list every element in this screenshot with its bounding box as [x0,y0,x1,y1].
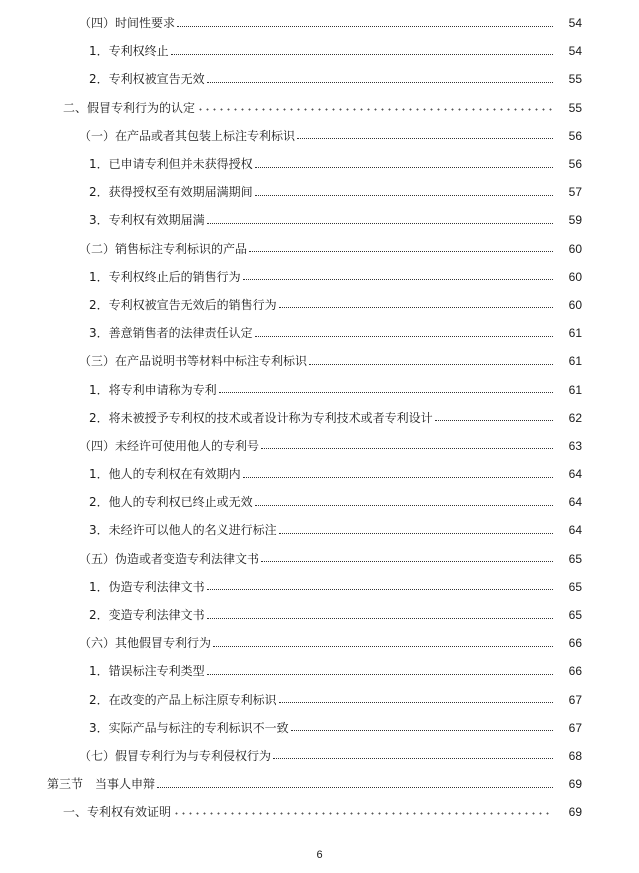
toc-entry[interactable] [0,432,639,460]
toc-entry[interactable] [0,206,639,234]
toc-entry-label: 2．获得授权至有效期届满期间 [89,185,253,200]
toc-entry-label: 1．将专利申请称为专利 [89,382,217,397]
dot-leader [157,775,553,788]
dot-leader [255,493,553,506]
toc-entry[interactable] [0,375,639,403]
toc-entry-page: 67 [568,720,582,735]
toc-entry-label: 3．未经许可以他人的名义进行标注 [89,523,277,538]
toc-entry-page: 60 [568,241,582,256]
toc-entry[interactable] [0,347,639,375]
dot-leader [243,465,553,478]
toc-entry-label: （三）在产品说明书等材料中标注专利标识 [79,354,308,369]
dot-leader [219,380,553,393]
toc-entry-label: （一）在产品或者其包装上标注专利标识 [79,128,296,143]
toc-entry-page: 67 [568,692,582,707]
toc-entry-label: （六）其他假冒专利行为 [79,636,212,651]
toc-entry-page: 60 [568,269,582,284]
toc-entry[interactable] [0,94,639,122]
table-of-contents [0,9,639,826]
toc-entry[interactable] [0,545,639,573]
dot-leader [279,295,553,308]
toc-entry-page: 66 [568,664,582,679]
toc-entry[interactable] [0,657,639,685]
dot-leader [177,14,553,27]
toc-entry[interactable] [0,291,639,319]
toc-entry-label: 1．专利权终止 [89,44,169,59]
toc-entry-page: 59 [568,213,582,228]
toc-entry[interactable] [0,65,639,93]
toc-entry[interactable] [0,686,639,714]
toc-entry-page: 65 [568,551,582,566]
toc-entry[interactable] [0,601,639,629]
toc-entry-page: 55 [568,100,582,115]
toc-entry-label: 1．错误标注专利类型 [89,664,205,679]
toc-entry[interactable] [0,150,639,178]
toc-entry[interactable] [0,798,639,826]
dot-leader [197,99,553,111]
toc-entry[interactable] [0,404,639,432]
toc-entry-label: （四）未经许可使用他人的专利号 [79,438,260,453]
dot-leader [291,718,553,731]
dot-leader [171,42,553,55]
dot-leader [261,436,553,449]
toc-entry[interactable] [0,629,639,657]
toc-entry-label: 2．专利权被宣告无效后的销售行为 [89,297,277,312]
toc-entry-page: 65 [568,608,582,623]
toc-entry-page: 56 [568,157,582,172]
toc-entry[interactable] [0,742,639,770]
toc-entry-page: 61 [568,326,582,341]
toc-entry[interactable] [0,714,639,742]
toc-entry-label: 第三节 当事人申辩 [47,777,156,792]
toc-entry[interactable] [0,488,639,516]
toc-entry-label: 2．专利权被宣告无效 [89,72,205,87]
page-number: 6 [316,849,323,861]
toc-entry-label: 1．他人的专利权在有效期内 [89,467,241,482]
toc-entry-page: 63 [568,438,582,453]
toc-entry-page: 66 [568,636,582,651]
toc-entry[interactable] [0,460,639,488]
toc-entry-label: 一、专利权有效证明 [63,805,172,820]
toc-entry[interactable] [0,37,639,65]
toc-entry-page: 64 [568,523,582,538]
dot-leader [207,70,553,83]
toc-entry-page: 65 [568,579,582,594]
dot-leader [243,267,553,280]
dot-leader [249,239,553,252]
dot-leader [273,746,553,759]
toc-entry-page: 56 [568,128,582,143]
toc-entry-page: 54 [568,16,582,31]
toc-entry-label: 2．变造专利法律文书 [89,608,205,623]
toc-entry[interactable] [0,178,639,206]
toc-entry[interactable] [0,235,639,263]
toc-entry-label: 二、假冒专利行为的认定 [63,100,196,115]
dot-leader [207,606,553,619]
toc-entry-label: 2．他人的专利权已终止或无效 [89,495,253,510]
toc-entry-page: 60 [568,297,582,312]
toc-entry-page: 68 [568,748,582,763]
toc-entry-label: 2．将未被授予专利权的技术或者设计称为专利技术或者专利设计 [89,410,433,425]
toc-entry-label: 2．在改变的产品上标注原专利标识 [89,692,277,707]
dot-leader [435,408,553,421]
dot-leader [261,549,553,562]
toc-entry-page: 61 [568,354,582,369]
toc-entry[interactable] [0,573,639,601]
toc-entry-page: 55 [568,72,582,87]
toc-entry-label: （四）时间性要求 [79,16,176,31]
dot-leader [207,577,553,590]
dot-leader [297,126,553,139]
toc-entry-page: 57 [568,185,582,200]
toc-entry-label: （二）销售标注专利标识的产品 [79,241,248,256]
toc-entry-page: 54 [568,44,582,59]
toc-entry[interactable] [0,122,639,150]
toc-entry-label: 1．伪造专利法律文书 [89,579,205,594]
dot-leader [207,211,553,224]
toc-entry-label: 1．已申请专利但并未获得授权 [89,157,253,172]
toc-entry-label: （五）伪造或者变造专利法律文书 [79,551,260,566]
dot-leader [255,155,553,168]
toc-entry-label: 3．专利权有效期届满 [89,213,205,228]
toc-entry-page: 69 [568,777,582,792]
toc-entry-page: 62 [568,410,582,425]
dot-leader [255,183,553,196]
toc-entry-page: 69 [568,805,582,820]
toc-entry-page: 64 [568,467,582,482]
toc-entry-label: 3．实际产品与标注的专利标识不一致 [89,720,289,735]
dot-leader [279,521,553,534]
toc-entry[interactable] [0,770,639,798]
toc-entry[interactable] [0,319,639,347]
dot-leader [255,324,553,337]
toc-entry-page: 64 [568,495,582,510]
toc-entry[interactable] [0,9,639,37]
toc-entry-label: （七）假冒专利行为与专利侵权行为 [79,748,272,763]
toc-entry-label: 1．专利权终止后的销售行为 [89,269,241,284]
dot-leader [207,662,553,675]
dot-leader [279,690,553,703]
toc-entry[interactable] [0,263,639,291]
dot-leader [309,352,553,365]
toc-entry[interactable] [0,516,639,544]
dot-leader [213,634,553,647]
toc-entry-label: 3．善意销售者的法律责任认定 [89,326,253,341]
dot-leader [173,803,553,815]
toc-entry-page: 61 [568,382,582,397]
